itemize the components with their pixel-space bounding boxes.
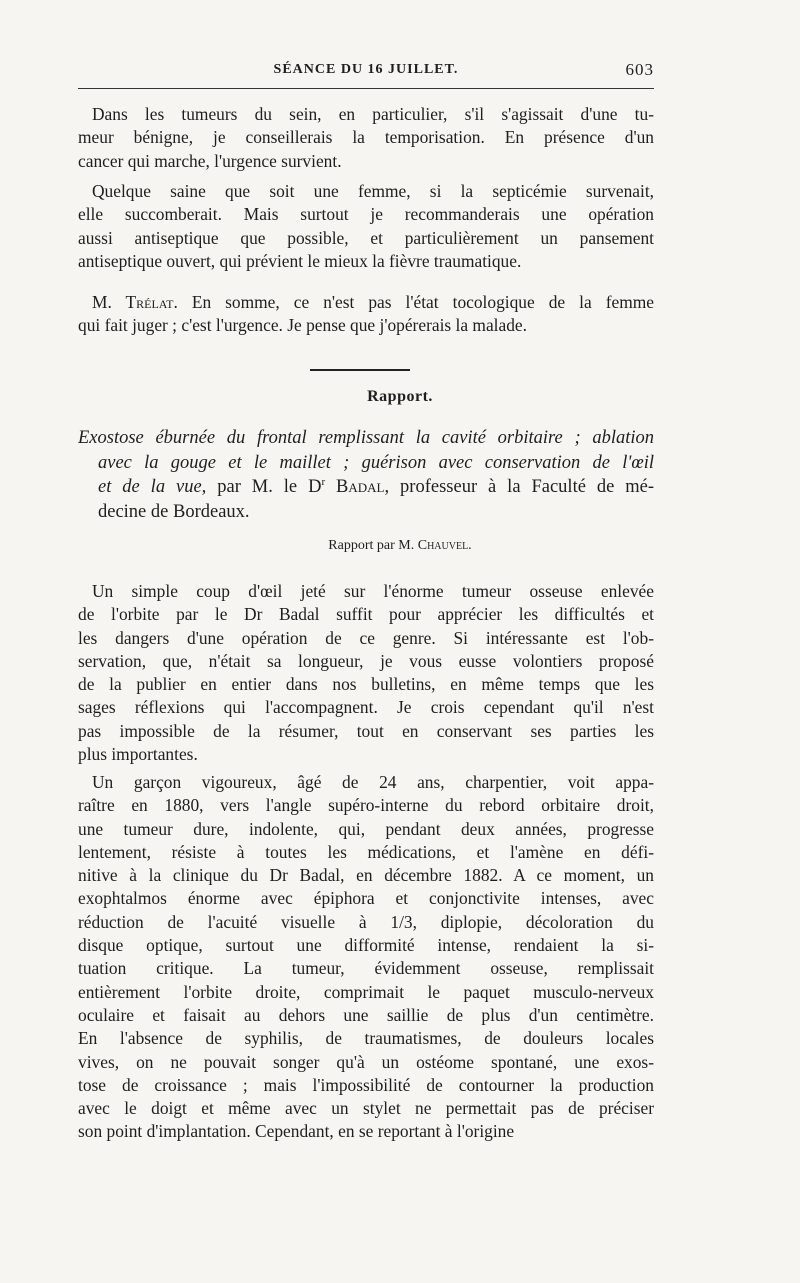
text-line: de l'orbite par le Dr Badal suffit pour apprécier les difficultés et	[78, 604, 654, 625]
text-line: disque optique, surtout une difformité intense, rendaient la si-	[78, 935, 654, 956]
report-title-par: par M. le D	[206, 477, 322, 497]
trelat-line-1-text: En somme, ce n'est pas l'état tocologique de la femme	[191, 292, 654, 312]
text-line: raître en 1880, vers l'angle supéro-interne du rebord orbitaire droit,	[78, 795, 654, 816]
report-title-italic-1: Exostose éburnée du frontal remplissant la cavité orbitaire ; ablation	[78, 428, 654, 448]
text-line: meur bénigne, je conseillerais la temporisation. En présence d'un	[78, 127, 654, 148]
byline-name: Chauvel.	[417, 538, 472, 553]
text-line: oculaire et faisait au dehors une saillie de plus d'un centimètre.	[78, 1004, 654, 1025]
text-line: exophtalmos énorme avec épiphora et conjonctivite intenses, avec	[78, 888, 654, 909]
speaker-name: M. Trélat.	[92, 292, 178, 312]
trelat-line-1	[78, 291, 654, 314]
text-line: réduction de l'acuité visuelle à 1/3, diplopie, décoloration du	[78, 911, 654, 932]
report-title-italic-3: et de la vue,	[98, 477, 207, 497]
text-line: antiseptique ouvert, qui prévient le mieux la fièvre traumatique.	[78, 250, 522, 271]
text-line: avec le doigt et même avec un stylet ne permettait pas de préciser	[78, 1098, 654, 1119]
report-title-line-1	[78, 426, 654, 451]
report-title-italic-2: avec la gouge et le maillet ; guérison avec conservation de l'œil	[98, 452, 654, 473]
text-line: vives, on ne pouvait songer qu'à un ostéome spontané, une exos-	[78, 1051, 654, 1072]
text-line: tuation critique. La tumeur, évidemment osseuse, remplissait	[78, 958, 654, 979]
paragraph-trelat	[78, 291, 654, 338]
text-line: tose de croissance ; mais l'impossibilité de contourner la production	[78, 1074, 654, 1095]
text-line: son point d'implantation. Cependant, en se reportant à l'origine	[78, 1121, 515, 1142]
report-byline	[0, 538, 800, 554]
report-title-line-3	[78, 475, 654, 500]
text-line: sages réflexions qui l'accompagnent. Je crois cependant qu'il n'est	[78, 697, 654, 718]
running-title: SÉANCE DU 16 JUILLET.	[273, 62, 459, 77]
text-line: En l'absence de syphilis, de traumatismes, de douleurs locales	[78, 1028, 654, 1049]
text-line: les dangers d'une opération de ce genre. Si intéressante est l'ob-	[78, 627, 654, 648]
paragraph-coup-doeil	[78, 580, 654, 766]
text-line: Un garçon vigoureux, âgé de 24 ans, charpentier, voit appa-	[92, 772, 654, 792]
trelat-line-2: qui fait juger ; c'est l'urgence. Je pense que j'opérerais la malade.	[78, 315, 527, 336]
paragraph-tumeurs-sein	[78, 103, 654, 173]
text-line: cancer qui marche, l'urgence survient.	[78, 150, 342, 171]
report-title-affiliation: professeur à la Faculté de mé-	[389, 477, 654, 497]
text-line: plus importantes.	[78, 744, 198, 765]
text-line: nitive à la clinique du Dr Badal, en décembre 1882. A ce moment, un	[78, 865, 654, 886]
report-title-sup: r	[321, 475, 326, 488]
text-line: Dans les tumeurs du sein, en particulier, s'il s'agissait d'une tu-	[92, 104, 654, 124]
section-title: Rapport.	[367, 388, 433, 405]
text-line: une tumeur dure, indolente, qui, pendant deux années, progresse	[78, 818, 654, 839]
text-line: entièrement l'orbite droite, comprimait le paquet musculo-nerveux	[78, 981, 654, 1002]
section-divider	[310, 369, 410, 371]
paragraph-septicemie	[78, 180, 654, 273]
report-title-line-2	[78, 451, 654, 476]
report-title-line-4: decine de Bordeaux.	[98, 501, 250, 522]
text-line: aussi antiseptique que possible, et particulièrement un pansement	[78, 227, 654, 248]
paragraph-garcon-vigoureux	[78, 771, 654, 1144]
page-header	[78, 56, 654, 86]
text-line: Un simple coup d'œil jeté sur l'énorme tumeur osseuse enlevée	[92, 581, 654, 601]
page-number: 603	[625, 60, 654, 79]
report-author-name: Badal,	[325, 477, 390, 497]
text-line: servation, que, n'était sa longueur, je vous eusse volontiers proposé	[78, 650, 654, 671]
byline-prefix: Rapport par M.	[328, 538, 418, 553]
text-line: de la publier en entier dans nos bulletins, en même temps que les	[78, 674, 654, 695]
text-line: lentement, résiste à toutes les médications, et l'amène en défi-	[78, 841, 654, 862]
header-rule	[78, 88, 654, 89]
text-line: pas impossible de la résumer, tout en conservant ses parties les	[78, 720, 654, 741]
text-line: Quelque saine que soit une femme, si la septicémie survenait,	[92, 181, 654, 201]
report-title	[78, 426, 654, 524]
text-line: elle succomberait. Mais surtout je recommanderais une opération	[78, 204, 654, 225]
